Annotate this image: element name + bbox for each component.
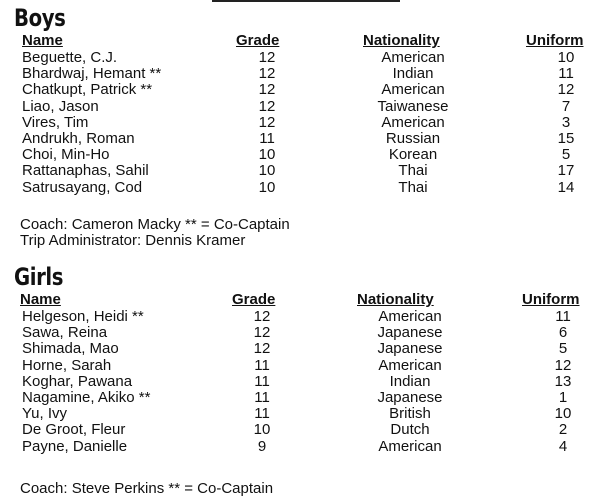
player-name: Andrukh, Roman xyxy=(22,129,135,147)
player-uniform: 11 xyxy=(555,308,571,325)
table-row xyxy=(0,180,616,196)
table-row xyxy=(0,341,616,357)
player-nationality: Russian xyxy=(385,129,441,147)
player-uniform: 11 xyxy=(558,65,574,83)
player-uniform: 13 xyxy=(554,372,572,390)
boys-rows xyxy=(0,50,616,196)
player-name: Payne, Danielle xyxy=(22,437,128,455)
boys-nationality-header: Nationality xyxy=(363,32,440,49)
player-grade: 12 xyxy=(258,81,276,99)
player-nationality: British xyxy=(389,405,431,423)
boys-uniform-header: Uniform xyxy=(526,32,584,49)
table-row xyxy=(0,406,616,422)
player-uniform: 2 xyxy=(558,421,568,439)
table-row xyxy=(0,147,616,163)
table-row xyxy=(0,50,616,66)
player-nationality: Dutch xyxy=(390,421,430,439)
player-uniform: 10 xyxy=(557,49,575,66)
girls-rows xyxy=(0,309,616,455)
table-row xyxy=(0,82,616,98)
player-name: Bhardwaj, Hemant ** xyxy=(22,65,162,83)
player-nationality: Korean xyxy=(388,146,438,164)
table-row xyxy=(0,422,616,438)
player-uniform: 10 xyxy=(554,405,572,423)
top-rule xyxy=(212,0,400,2)
boys-admin-note: Trip Administrator: Dennis Kramer xyxy=(20,232,246,249)
boys-name-header: Name xyxy=(22,32,63,49)
player-nationality: American xyxy=(378,356,442,374)
table-row xyxy=(0,131,616,147)
player-uniform: 14 xyxy=(557,178,575,196)
table-row xyxy=(0,115,616,131)
player-uniform: 12 xyxy=(557,81,575,99)
player-grade: 12 xyxy=(253,308,271,325)
player-name: Beguette, C.J. xyxy=(22,49,118,66)
player-grade: 10 xyxy=(258,146,276,164)
girls-nationality-header: Nationality xyxy=(357,291,434,308)
player-uniform: 12 xyxy=(554,356,572,374)
player-name: Choi, Min-Ho xyxy=(22,146,110,164)
player-uniform: 6 xyxy=(558,324,568,342)
player-grade: 11 xyxy=(254,388,270,406)
player-name: Shimada, Mao xyxy=(22,340,119,358)
girls-name-header: Name xyxy=(20,291,61,308)
player-name: Vires, Tim xyxy=(22,113,89,131)
player-nationality: Thai xyxy=(398,162,428,180)
table-row xyxy=(0,390,616,406)
player-grade: 11 xyxy=(254,356,270,374)
player-uniform: 4 xyxy=(558,437,568,455)
girls-uniform-header: Uniform xyxy=(522,291,580,308)
table-row xyxy=(0,163,616,179)
player-grade: 10 xyxy=(253,421,271,439)
player-uniform: 15 xyxy=(557,129,575,147)
table-row xyxy=(0,358,616,374)
player-nationality: American xyxy=(378,437,442,455)
table-row xyxy=(0,309,616,325)
player-nationality: Indian xyxy=(392,65,434,83)
player-nationality: Taiwanese xyxy=(377,97,449,115)
player-nationality: Thai xyxy=(398,178,428,196)
player-grade: 12 xyxy=(253,324,271,342)
player-name: Koghar, Pawana xyxy=(22,372,133,390)
boys-grade-header: Grade xyxy=(236,32,280,49)
player-name: Nagamine, Akiko ** xyxy=(22,388,151,406)
player-nationality: American xyxy=(381,49,445,66)
player-nationality: American xyxy=(378,308,442,325)
table-row xyxy=(0,66,616,82)
table-row xyxy=(0,439,616,455)
player-grade: 10 xyxy=(258,162,276,180)
player-grade: 10 xyxy=(258,178,276,196)
player-uniform: 3 xyxy=(561,113,571,131)
player-name: Chatkupt, Patrick ** xyxy=(22,81,153,99)
player-name: Satrusayang, Cod xyxy=(22,178,143,196)
player-name: De Groot, Fleur xyxy=(22,421,126,439)
player-nationality: American xyxy=(381,113,445,131)
boys-coach-note: Coach: Cameron Macky ** = Co-Captain xyxy=(20,216,290,233)
player-grade: 11 xyxy=(254,372,270,390)
girls-coach-note: Coach: Steve Perkins ** = Co-Captain xyxy=(20,480,274,497)
player-uniform: 5 xyxy=(558,340,568,358)
player-grade: 11 xyxy=(259,129,275,147)
girls-grade-header: Grade xyxy=(232,291,276,308)
table-row xyxy=(0,325,616,341)
player-nationality: American xyxy=(381,81,445,99)
player-name: Rattanaphas, Sahil xyxy=(22,162,149,180)
player-name: Sawa, Reina xyxy=(22,324,108,342)
player-grade: 12 xyxy=(258,113,276,131)
player-grade: 11 xyxy=(254,405,270,423)
player-grade: 12 xyxy=(258,97,276,115)
player-name: Yu, Ivy xyxy=(22,405,68,423)
player-nationality: Indian xyxy=(389,372,431,390)
player-name: Horne, Sarah xyxy=(22,356,112,374)
player-uniform: 1 xyxy=(558,388,568,406)
player-nationality: Japanese xyxy=(377,340,443,358)
player-nationality: Japanese xyxy=(377,388,443,406)
player-uniform: 7 xyxy=(561,97,571,115)
player-uniform: 5 xyxy=(561,146,571,164)
girls-heading: Girls xyxy=(14,263,64,291)
player-uniform: 17 xyxy=(557,162,575,180)
player-grade: 12 xyxy=(258,65,276,83)
player-grade: 12 xyxy=(258,49,276,66)
player-grade: 12 xyxy=(253,340,271,358)
boys-heading: Boys xyxy=(14,4,66,32)
player-nationality: Japanese xyxy=(377,324,443,342)
table-row xyxy=(0,374,616,390)
player-name: Helgeson, Heidi ** xyxy=(22,308,144,325)
player-grade: 9 xyxy=(257,437,267,455)
player-name: Liao, Jason xyxy=(22,97,99,115)
table-row xyxy=(0,99,616,115)
